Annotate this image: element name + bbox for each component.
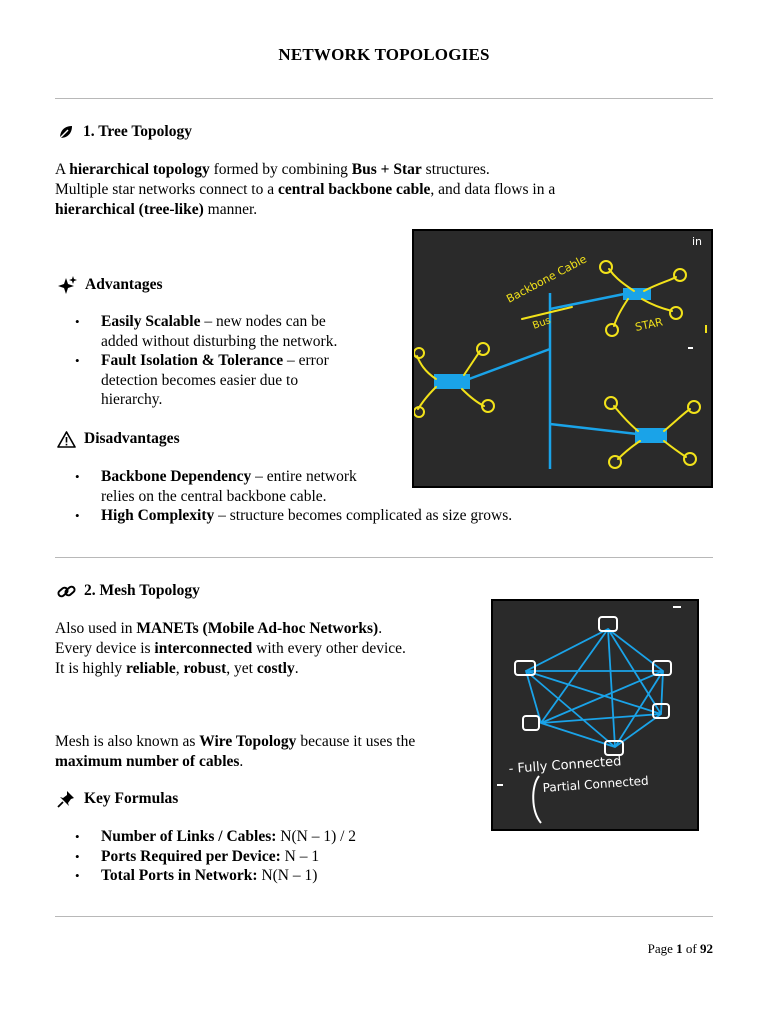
fully-connected-label: - Fully Connected <box>508 754 622 777</box>
list-item: • Total Ports in Network: N(N – 1) <box>55 866 475 886</box>
mesh-sketch <box>493 601 697 829</box>
tree-intro-line2: Multiple star networks connect to a central backbone cable, and data flows in a <box>55 181 556 198</box>
formulas-list <box>55 827 475 886</box>
tree-sketch <box>414 231 711 486</box>
mesh-topology-drawing <box>491 599 699 831</box>
mesh-line2: Every device is interconnected with every other device. <box>55 640 406 657</box>
link-icon <box>57 583 76 600</box>
divider <box>55 916 713 917</box>
switch-left <box>434 374 470 389</box>
list-item: • Number of Links / Cables: N(N – 1) / 2 <box>55 827 475 847</box>
advantages-heading: Advantages <box>57 276 163 294</box>
pin-icon <box>57 790 76 808</box>
list-item: • High Complexity – structure becomes complicated as size grows. <box>55 506 675 526</box>
backbone-label: Backbone Cable <box>504 252 589 306</box>
mesh-line4: Mesh is also known as Wire Topology because it uses the <box>55 733 416 750</box>
mesh-line3: It is highly reliable, robust, yet costly. <box>55 660 299 677</box>
page-number: Page 1 of 92 <box>647 941 713 956</box>
mesh-intro <box>55 619 485 679</box>
sparkles-icon <box>57 276 77 294</box>
corner-note: in <box>692 235 703 248</box>
list-item: • Ports Required per Device: N – 1 <box>55 847 475 867</box>
divider <box>55 98 713 99</box>
advantages-list <box>55 312 405 410</box>
tree-intro-line1: A hierarchical topology formed by combining Bus + Star structures. <box>55 161 490 178</box>
divider <box>55 557 713 558</box>
list-item: • Fault Isolation & Tolerance – error detection becomes easier due to hierarchy. <box>55 351 405 410</box>
bus-label: Bus <box>531 315 553 332</box>
star-label: STAR <box>633 315 665 334</box>
page-title: NETWORK TOPOLOGIES <box>278 45 490 64</box>
mesh-heading: 2. Mesh Topology <box>57 582 200 600</box>
tree-intro <box>55 160 715 220</box>
formulas-heading: Key Formulas <box>57 790 178 808</box>
disadvantages-heading: Disadvantages <box>57 430 180 448</box>
mesh-line5: maximum number of cables. <box>55 753 244 770</box>
tree-heading: 1. Tree Topology <box>57 123 192 141</box>
warning-icon <box>57 431 76 448</box>
mesh-line1: Also used in MANETs (Mobile Ad-hoc Networks). <box>55 620 383 637</box>
tree-topology-drawing <box>412 229 713 488</box>
leaf-icon <box>57 123 75 141</box>
list-item: • Easily Scalable – new nodes can be added without disturbing the network. <box>55 312 405 351</box>
tree-intro-line3: hierarchical (tree-like) manner. <box>55 201 258 218</box>
mesh-wire-note <box>55 732 485 772</box>
list-item: • Backbone Dependency – entire network relies on the central backbone cable. <box>55 467 675 506</box>
partial-connected-label: Partial Connected <box>542 773 650 795</box>
